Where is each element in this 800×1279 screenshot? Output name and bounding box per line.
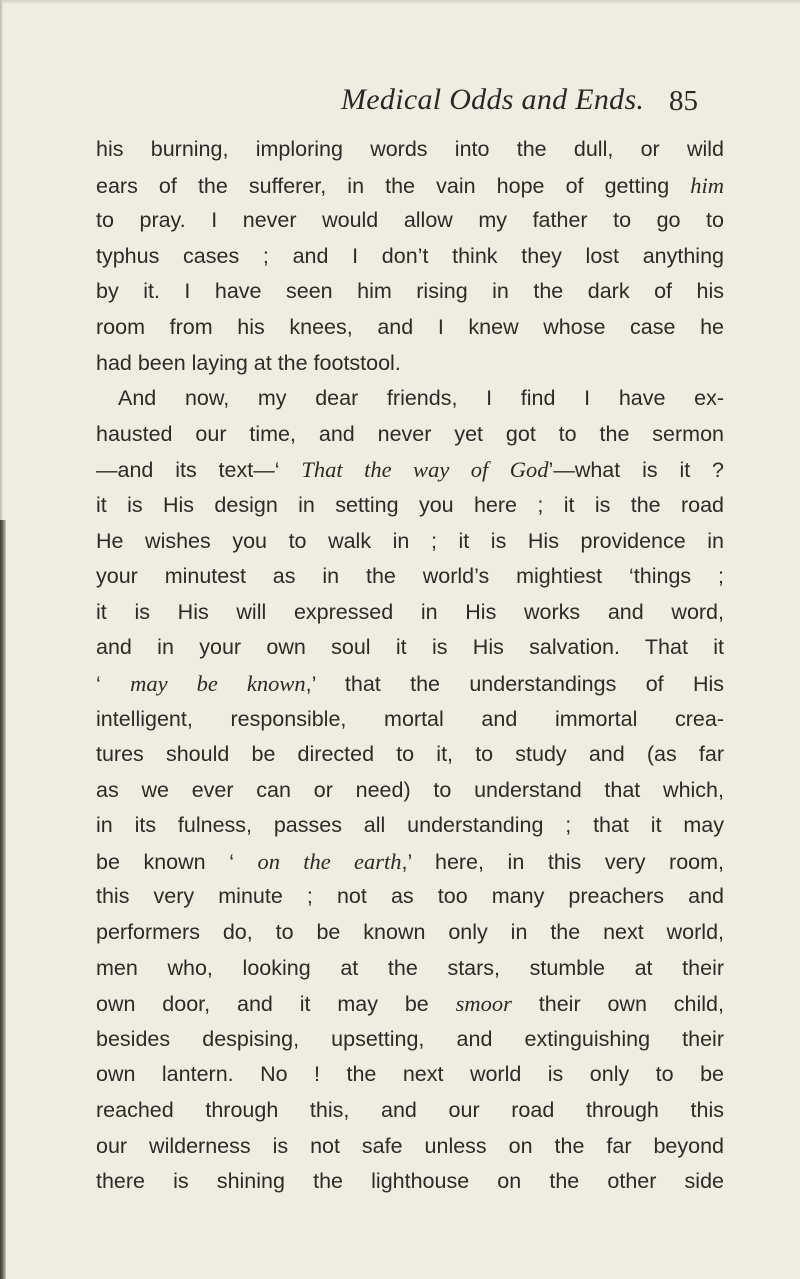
text-segment: there is shining the lighthouse on the other side [96, 1169, 724, 1194]
text-segment: tures should be directed to it, to study and (as far [96, 742, 724, 767]
text-segment: intelligent, responsible, mortal and immortal crea- [96, 706, 724, 731]
text-line [96, 381, 724, 417]
text-segment: our wilderness is not safe unless on the far beyond [96, 1133, 724, 1158]
body-text [96, 132, 724, 1200]
text-segment: own lantern. No ! the next world is only to be [96, 1062, 724, 1087]
text-segment: ears of the sufferer, in the vain hope of getting [96, 173, 691, 198]
text-segment: and in your own soul it is His salvation. That it [96, 635, 724, 660]
text-segment: in its fulness, passes all understanding ; that it may [96, 813, 724, 838]
text-segment: your minutest as in the world’s mightiest ‘things ; [96, 564, 724, 589]
text-segment: typhus cases ; and I don’t think they lost anything [96, 243, 724, 268]
italic-text: him [690, 172, 724, 198]
text-segment: And now, my dear friends, I find I have ex- [118, 386, 724, 411]
text-line [96, 274, 724, 310]
text-segment: it is His design in setting you here ; it is the road [96, 492, 724, 517]
text-segment: be known ‘ [96, 849, 258, 874]
text-segment: own door, and it may be [96, 992, 456, 1017]
text-segment: ,’ that the understandings of His [305, 671, 725, 696]
text-line [96, 132, 724, 168]
italic-text: That the way of God [301, 457, 549, 483]
text-line [96, 986, 724, 1022]
text-segment: hausted our time, and never yet got to the sermon [96, 421, 724, 446]
text-segment: this very minute ; not as too many preachers and [96, 884, 724, 909]
text-segment: ‘ [96, 671, 131, 696]
text-segment: room from his knees, and I knew whose case he [96, 314, 724, 339]
text-line [96, 773, 724, 809]
text-line [96, 808, 724, 844]
text-line [96, 1057, 724, 1093]
text-line [96, 1164, 724, 1200]
text-line [96, 310, 724, 346]
text-line [96, 951, 724, 987]
text-line [96, 452, 724, 488]
text-line [96, 737, 724, 773]
text-line [96, 915, 724, 951]
text-segment: by it. I have seen him rising in the dark of his [96, 279, 724, 304]
text-line [96, 1129, 724, 1165]
text-line [96, 702, 724, 738]
text-line [96, 417, 724, 453]
text-segment: performers do, to be known only in the next world, [96, 920, 724, 945]
text-segment: had been laying at the footstool. [96, 350, 401, 375]
text-segment: to pray. I never would allow my father to go to [96, 208, 724, 233]
text-segment: as we ever can or need) to understand that which, [96, 777, 724, 802]
text-line [96, 595, 724, 631]
page-header [0, 0, 800, 130]
text-line [96, 879, 724, 915]
text-line [96, 203, 724, 239]
text-segment: their own child, [511, 992, 724, 1017]
text-line [96, 1022, 724, 1058]
text-segment: He wishes you to walk in ; it is His providence in [96, 528, 724, 553]
text-segment: it is His will expressed in His works and word, [96, 599, 724, 624]
text-line [96, 346, 724, 382]
text-line [96, 844, 724, 880]
text-segment: his burning, imploring words into the dull, or wild [96, 137, 724, 161]
text-line [96, 168, 724, 204]
text-segment: besides despising, upsetting, and extinguishing their [96, 1026, 724, 1051]
text-line [96, 1093, 724, 1129]
text-line [96, 559, 724, 595]
text-line [96, 630, 724, 666]
italic-text: smoor [455, 991, 512, 1017]
running-title: Medical Odds and Ends. [341, 83, 645, 116]
italic-text: may be known [130, 670, 306, 696]
text-line [96, 488, 724, 524]
page-number: 85 [669, 85, 698, 117]
italic-text: on the earth [257, 848, 402, 874]
text-segment: reached through this, and our road through this [96, 1098, 724, 1123]
text-segment: ’—what is it ? [548, 458, 724, 483]
text-line [96, 666, 724, 702]
page-binding-edge [0, 520, 6, 1279]
text-segment: ,’ here, in this very room, [401, 849, 725, 874]
text-line [96, 239, 724, 275]
text-segment: men who, looking at the stars, stumble at their [96, 955, 724, 980]
text-line [96, 524, 724, 560]
text-segment: —and its text—‘ [96, 458, 302, 483]
